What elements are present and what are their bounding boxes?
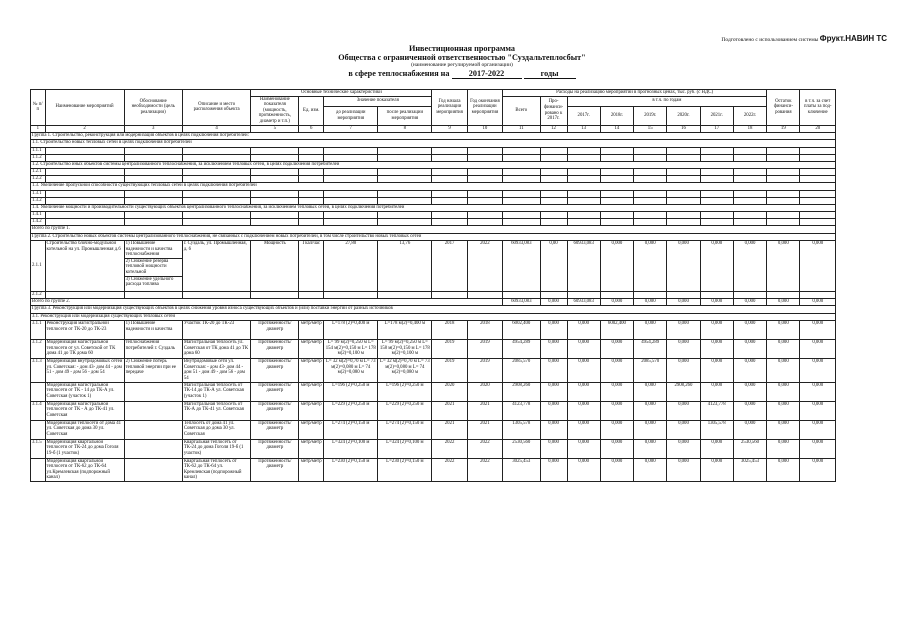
col-2021: 2021г.	[700, 106, 733, 125]
financed: 0,000	[540, 401, 567, 420]
justification: теплоснабжения потребителей г. Суздаль	[124, 340, 182, 359]
location: Магистральная теплосеть от ТК-14 до ТК-А ул. Советская (участок 1)	[182, 382, 251, 401]
start-year: 2019	[432, 359, 467, 382]
cost-2019: 2085,570	[634, 359, 667, 382]
financed: 0,000	[540, 458, 567, 481]
table-row	[31, 420, 836, 439]
table-row	[31, 241, 836, 259]
column-number: 5	[251, 125, 299, 132]
cost-2019: 0,000	[634, 439, 667, 458]
col-unit: Ед. изм.	[299, 96, 324, 125]
location: Квартальная теплосеть от ТК-62 до ТК-64 ул. Кремлевская (подпорожный канал)	[182, 458, 251, 481]
cost-2017: 0,000	[567, 439, 600, 458]
col-number: № п/п	[31, 90, 46, 126]
cost-2020: 0,000	[667, 439, 700, 458]
connection-fee: 0,000	[800, 241, 836, 292]
group-2-2020: 0,000	[667, 298, 700, 306]
cost-2019: 4954,289	[634, 340, 667, 359]
cost-2020: 0,000	[667, 340, 700, 359]
cost-2019: 0,000	[634, 458, 667, 481]
col-after: после реализации мероприятия	[378, 106, 432, 125]
col-justification: Обоснование необходимости (цель реализации)	[124, 90, 182, 126]
measure-name: Реконструкция магистральной теплосети от ТК-20 до ТК-23	[45, 321, 124, 340]
col-by-years: в т.ч. по годам	[567, 96, 767, 106]
unit: метр/метр	[299, 321, 324, 340]
group-2-connection: 0,000	[800, 298, 836, 306]
column-number: 3	[124, 125, 182, 132]
measure-name: Модернизация магистральной теплосети от ТК - А до ТК-41 ул. Советская	[45, 401, 124, 420]
cost-2018: 0,000	[600, 420, 633, 439]
end-year: 2022	[467, 241, 502, 292]
connection-fee: 0,000	[800, 340, 836, 359]
unit: Гкал/час	[299, 241, 324, 292]
cost-2017: 0,000	[567, 382, 600, 401]
start-year: 2017	[432, 241, 467, 292]
measure-name: Модернизация магистральной теплосети от ТК - 14 до ТК-А ул. Советская (участок 1)	[45, 382, 124, 401]
justification-1: 1) Повышение надежности и качества теплоснабжения	[124, 241, 182, 259]
location: г. Суздаль, ул. Промышленная, д. 6	[182, 241, 251, 292]
cost-2021: 0,000	[700, 359, 733, 382]
cost-2022: 0,000	[733, 382, 766, 401]
start-year: 2022	[432, 458, 467, 481]
start-year: 2021	[432, 401, 467, 420]
cost-2019: 0,000	[634, 241, 667, 292]
value-before: L=229 (2)=0,250 м	[324, 401, 378, 420]
end-year: 2020	[467, 382, 502, 401]
row-number: 3.1.2	[31, 340, 46, 359]
row-number: 3.1.3	[31, 359, 46, 382]
col-tech-group: Основные технические характеристики	[251, 90, 432, 97]
start-year: 2018	[432, 321, 467, 340]
table-row	[31, 439, 836, 458]
connection-fee: 0,000	[800, 382, 836, 401]
cost-2021: 4123,778	[700, 401, 733, 420]
row-number	[31, 458, 46, 481]
financed: 0,000	[540, 439, 567, 458]
group-1-title: Группа 1. Строительство, реконструкция или модернизация объектов в целях подключения потребителей:	[31, 132, 836, 140]
connection-fee: 0,000	[800, 420, 836, 439]
group-1-total: Всего по группе 1.	[31, 226, 836, 234]
system-note-prefix: Подготовлено с использованием системы	[721, 37, 819, 43]
section-1-4-title: 1.4. Увеличение мощности и производительности существующих объектов централизованного теплоснабжения, за исключением тепловых сетей, в целях подключения потребителей	[31, 204, 836, 212]
cost-2020: 0,000	[667, 401, 700, 420]
param: Мощность	[251, 241, 299, 292]
param: Протяженность/ диаметр	[251, 439, 299, 458]
value-after: L=229 (2)=0,250 м	[378, 401, 432, 420]
cost-2018: 0,000	[600, 401, 633, 420]
location: Магистральная теплосеть от ТК-А до ТК-41 ул. Советская	[182, 401, 251, 420]
cost-2022: 0,000	[733, 340, 766, 359]
unit: метр/метр	[299, 382, 324, 401]
end-year: 2021	[467, 420, 502, 439]
cost-2022: 0,000	[733, 359, 766, 382]
col-2020: 2020г.	[667, 106, 700, 125]
param: Протяженность/ диаметр	[251, 321, 299, 340]
financed: 0,000	[540, 340, 567, 359]
location: Участок ТК-20 до ТК-23	[182, 321, 251, 340]
value-after: L=324 (2)=0,100 м	[378, 439, 432, 458]
connection-fee: 0,000	[800, 401, 836, 420]
col-param: Наименование показателя (мощность, протяженность, диаметр и т.п.)	[251, 96, 299, 125]
remaining: 0,000	[767, 382, 800, 401]
end-year: 2019	[467, 359, 502, 382]
period-years: 2017-2022	[452, 69, 522, 79]
cost-2017: 0,000	[567, 420, 600, 439]
column-number: 17	[700, 125, 733, 132]
col-measure-name: Наименование мероприятий	[45, 90, 124, 126]
cost-2021: 0,000	[700, 340, 733, 359]
end-year: 2019	[467, 340, 502, 359]
justification	[124, 401, 182, 420]
financed: 0,000	[540, 359, 567, 382]
cost-2021: 0,000	[700, 458, 733, 481]
remaining: 0,000	[767, 340, 800, 359]
cost-2021: 0,000	[700, 241, 733, 292]
cost-2020: 0,000	[667, 359, 700, 382]
total: 4954,289	[503, 340, 540, 359]
cost-2022: 0,000	[733, 321, 766, 340]
cost-2018: 0,000	[600, 458, 633, 481]
cost-2017: 0,000	[567, 359, 600, 382]
col-2019: 2019г.	[634, 106, 667, 125]
cost-2019: 0,000	[634, 321, 667, 340]
cost-2020: 0,000	[667, 458, 700, 481]
system-brand: Фрукт.НАВИН ТС	[819, 34, 887, 43]
end-year: 2021	[467, 401, 502, 420]
start-year: 2021	[432, 420, 467, 439]
group-2-2022: 0,000	[733, 298, 766, 306]
row-number: 3.1.1	[31, 321, 46, 340]
cost-2021: 0,000	[700, 382, 733, 401]
program-period	[262, 69, 662, 79]
location: Теплосеть от дома 41 ул. Советская до дома 30 ул. Советская	[182, 420, 251, 439]
measure-name: Модернизация квартальной теплосети от ТК-62 до ТК-64 ул.Кремлевская (подпорожный канал)	[45, 458, 124, 481]
end-year: 2022	[467, 439, 502, 458]
location: Квартальная теплосеть от ТК-24 до дома Гоголя 19-б (1 участок)	[182, 439, 251, 458]
table-row: 1.4.1	[31, 212, 836, 219]
end-year: 2022	[467, 458, 502, 481]
value-after: 13,76	[378, 241, 432, 292]
cost-2022: 2530,560	[733, 439, 766, 458]
column-number: 10	[467, 125, 502, 132]
end-year: 2018	[467, 321, 502, 340]
connection-fee: 0,000	[800, 458, 836, 481]
cost-2017: 0,000	[567, 340, 600, 359]
row-number	[31, 420, 46, 439]
group-2-total: 60933,083	[503, 298, 540, 306]
col-end-year: Год окончания реализации мероприятия	[467, 90, 502, 126]
organization-name: Общества с ограниченной ответственностью "Суздальтеплосбыт"	[338, 53, 586, 62]
financed: 0,000	[540, 420, 567, 439]
total: 2530,560	[503, 439, 540, 458]
cost-2022: 3025,453	[733, 458, 766, 481]
value-before: L=274 (2)=0,150 м	[324, 420, 378, 439]
cost-2021: 1305,578	[700, 420, 733, 439]
cost-2018: 0,000	[600, 382, 633, 401]
justification: 1) Повышение надежности и качества	[124, 321, 182, 340]
remaining: 0,000	[767, 458, 800, 481]
connection-fee: 0,000	[800, 359, 836, 382]
investment-table	[30, 89, 836, 482]
section-3-1-title: 3.1. Реконструкция или модернизация существующих тепловых сетей	[31, 313, 836, 321]
column-number: 20	[800, 125, 836, 132]
cost-2017: 0,000	[567, 458, 600, 481]
table-row	[31, 458, 836, 481]
total: 60933,083	[503, 241, 540, 292]
column-number: 18	[733, 125, 766, 132]
value-after: L=178 м(2)=0,400 м	[378, 321, 432, 340]
justification	[124, 439, 182, 458]
table-row	[31, 359, 836, 382]
unit: метр/метр	[299, 359, 324, 382]
total: 3025,453	[503, 458, 540, 481]
measure-name: Модернизация квартальной теплосети от ТК-24 до дома Гоголя 19-б (1 участок)	[45, 439, 124, 458]
group-2-financed: 0,000	[540, 298, 567, 306]
financed: 0,000	[540, 382, 567, 401]
value-before: L=196 (2)=0,250 м	[324, 382, 378, 401]
justification-2: 2) Снижение резерва тепловой мощности котельной	[124, 258, 182, 276]
column-number: 9	[432, 125, 467, 132]
table-row: 1.3.2	[31, 197, 836, 204]
col-location: Описание и место расположения объекта	[182, 90, 251, 126]
col-remaining: Остаток финанси-рования	[767, 90, 800, 126]
cost-2017: 0,000	[567, 321, 600, 340]
col-before: до реализации мероприятия	[324, 106, 378, 125]
column-number: 11	[503, 125, 540, 132]
table-row: 1.2.2	[31, 176, 836, 183]
remaining: 0,000	[767, 401, 800, 420]
cost-2022: 0,000	[733, 420, 766, 439]
column-number: 4	[182, 125, 251, 132]
period-suffix: годы	[524, 69, 576, 79]
column-number: 15	[634, 125, 667, 132]
total: 6002,400	[503, 321, 540, 340]
unit: метр/метр	[299, 401, 324, 420]
value-after: L= 99 м(2)=0,250 м L= 158 м(2)=0,150 м L= 178 м(2)=0,100 м	[378, 340, 432, 359]
col-total: Всего	[503, 96, 540, 125]
justification: 2) Снижение потерь тепловой энергии при ее передаче	[124, 359, 182, 382]
group-2-2018: 0,000	[600, 298, 633, 306]
cost-2018: 0,000	[600, 241, 633, 292]
col-2017: 2017г.	[567, 106, 600, 125]
table-row: 1.1.1	[31, 147, 836, 154]
col-2022: 2022г.	[733, 106, 766, 125]
unit: метр/метр	[299, 340, 324, 359]
remaining: 0,000	[767, 420, 800, 439]
cost-2017: 0,000	[567, 401, 600, 420]
value-after: L= 32 м(2)=0,70 м L= 73 м(2)=0,080 м L= 74 м(2)=0,080 м	[378, 359, 432, 382]
cost-2017: 60933,083	[567, 241, 600, 292]
table-row	[31, 401, 836, 420]
param: Протяженность/ диаметр	[251, 359, 299, 382]
row-number: 3.1.4	[31, 401, 46, 420]
financed: 0,00	[540, 241, 567, 292]
col-costs-group: Расходы на реализацию мероприятий в прогнозных ценах, тыс. руб. (с НДС)	[503, 90, 767, 97]
group-2-total-row	[31, 298, 836, 306]
column-number: 12	[540, 125, 567, 132]
justification	[124, 382, 182, 401]
start-year: 2020	[432, 382, 467, 401]
cost-2018: 0,000	[600, 359, 633, 382]
column-number: 8	[378, 125, 432, 132]
remaining: 0,000	[767, 439, 800, 458]
cost-2019: 0,000	[634, 420, 667, 439]
justification-3: 3) Снижение удельного расхода топлива	[124, 276, 182, 291]
organization-caption: (наименование регулируемой организации)	[411, 62, 513, 68]
location: Магистральная теплосеть ул. Советская от ТК дома 41 до ТК дома 60	[182, 340, 251, 359]
connection-fee: 0,000	[800, 321, 836, 340]
row-number	[31, 382, 46, 401]
document-heading	[262, 44, 662, 79]
column-number: 19	[767, 125, 800, 132]
total: 4123,778	[503, 401, 540, 420]
measure-name: Модернизация внутридомовых сетей ул. Советская: - дом 43- дом 44 - дом 51 - дом 49 - дом 56 - дом 54	[45, 359, 124, 382]
cost-2020: 2908,260	[667, 382, 700, 401]
param: Протяженность/ диаметр	[251, 382, 299, 401]
col-2018: 2018г.	[600, 106, 633, 125]
table-row: 1.1.2	[31, 154, 836, 161]
group-3-title: Группа 3. Реконструкция или модернизация существующих объектов в целях снижения уровня износа существующих объектов и (или) поставки энергии от разных источников	[31, 306, 836, 314]
col-start-year: Год начала реализации мероприятия	[432, 90, 467, 126]
unit: метр/метр	[299, 439, 324, 458]
cost-2018: 0,000	[600, 439, 633, 458]
cost-2018: 6002,400	[600, 321, 633, 340]
justification	[124, 420, 182, 439]
unit: метр/метр	[299, 420, 324, 439]
table-body	[31, 132, 836, 481]
section-1-2-title: 1.2. Строительство иных объектов системы централизованного теплоснабжения, за исключением тепловых сетей, в целях подключения потребителей	[31, 161, 836, 169]
unit: метр/метр	[299, 458, 324, 481]
param: Протяженность/ диаметр	[251, 340, 299, 359]
connection-fee: 0,000	[800, 439, 836, 458]
value-after: L=230 (2)=0,150 м	[378, 458, 432, 481]
cost-2020: 0,000	[667, 321, 700, 340]
start-year: 2022	[432, 439, 467, 458]
col-financed: Про-финанси-ровано к 2017г.	[540, 96, 567, 125]
column-number: 13	[567, 125, 600, 132]
table-header	[31, 90, 836, 133]
column-number: 2	[45, 125, 124, 132]
measure-name: Модернизация теплосети от дома 41 ул. Советская до дома 30 ул. Советская	[45, 420, 124, 439]
program-title: Инвестиционная программа	[408, 44, 516, 53]
group-2-2017: 60933,083	[567, 298, 600, 306]
col-values-group: Значение показателя	[324, 96, 432, 106]
group-2-total-label: Всего по группе 2.	[31, 298, 503, 306]
column-numbers-row	[31, 125, 836, 132]
column-number: 14	[600, 125, 633, 132]
cost-2021: 0,000	[700, 321, 733, 340]
start-year: 2019	[432, 340, 467, 359]
table-row	[31, 382, 836, 401]
value-before: L=230 (2)=0,150 м	[324, 458, 378, 481]
cost-2022: 0,000	[733, 401, 766, 420]
total: 1305,578	[503, 420, 540, 439]
value-before: L=178 (2)=0,400 м	[324, 321, 378, 340]
section-1-1-title: 1.1. Строительство новых тепловых сетей в целях подключения потребителей	[31, 140, 836, 148]
value-before: L= 99 м(2)=0,250 м L= 154 м(2)=0,150 м L= 178 м(2)=0,100 м	[324, 340, 378, 359]
column-number: 7	[324, 125, 378, 132]
table-row: 1.2.1	[31, 169, 836, 176]
table-row: 1.3.1	[31, 190, 836, 197]
justification	[124, 458, 182, 481]
row-number: 3.1.5	[31, 439, 46, 458]
measure-name: Строительство блочно-модульной котельной на ул. Промышленная д.6	[45, 241, 124, 292]
column-number: 1	[31, 125, 46, 132]
value-after: L=274 (2)=0,150 м	[378, 420, 432, 439]
group-2-2021: 0,000	[700, 298, 733, 306]
cost-2019: 0,000	[634, 382, 667, 401]
remaining: 0,000	[767, 241, 800, 292]
remaining: 0,000	[767, 359, 800, 382]
financed: 0,000	[540, 321, 567, 340]
param: Протяженность/ диаметр	[251, 401, 299, 420]
row-number: 2.1.1	[31, 241, 46, 292]
group-2-remaining: 0,000	[767, 298, 800, 306]
table-row: 1.4.2	[31, 219, 836, 226]
section-1-3-title: 1.3. Увеличение пропускной способности существующих тепловых сетей в целях подключения потребителей	[31, 183, 836, 191]
value-after: L=196 (2)=0,250 м	[378, 382, 432, 401]
cost-2020: 0,000	[667, 420, 700, 439]
table-row: 2.1.2	[31, 291, 836, 298]
param: Протяженность/ диаметр	[251, 420, 299, 439]
value-before: L=324 (2)=0,100 м	[324, 439, 378, 458]
table-row	[31, 321, 836, 340]
cost-2022: 0,000	[733, 241, 766, 292]
value-before: 27,80	[324, 241, 378, 292]
column-number: 6	[299, 125, 324, 132]
remaining: 0,000	[767, 321, 800, 340]
cost-2020: 0,000	[667, 241, 700, 292]
group-2-2019: 0,000	[634, 298, 667, 306]
total: 2085,570	[503, 359, 540, 382]
column-number: 16	[667, 125, 700, 132]
value-before: L= 32 м(2)=0,70 м L= 73 м(2)=0,080 м L= 74 м(2)=0,080 м	[324, 359, 378, 382]
cost-2021: 0,000	[700, 439, 733, 458]
period-prefix: в сфере теплоснабжения на	[348, 69, 450, 78]
total: 2908,260	[503, 382, 540, 401]
location: Внутридомовые сети ул. Советская: - дом 43- дом 44 - дом 51 - дом 49 - дом 56 - дом 54	[182, 359, 251, 382]
group-2-title: Группа 2. Строительство новых объектов системы централизованного теплоснабжения, не связанных с подключением новых потребителей, в том числе строительство новых тепловых сетей	[31, 233, 836, 241]
cost-2019: 0,000	[634, 401, 667, 420]
system-note	[721, 34, 887, 43]
cost-2018: 0,000	[600, 340, 633, 359]
measure-name: Модернизация магистральной теплосети от ул. Советской от ТК дома 41 до ТК дома 60	[45, 340, 124, 359]
col-connection-fee: в т.ч. за счет платы за под-ключение	[800, 90, 836, 126]
table-row	[31, 340, 836, 359]
param: Протяженность/ диаметр	[251, 458, 299, 481]
